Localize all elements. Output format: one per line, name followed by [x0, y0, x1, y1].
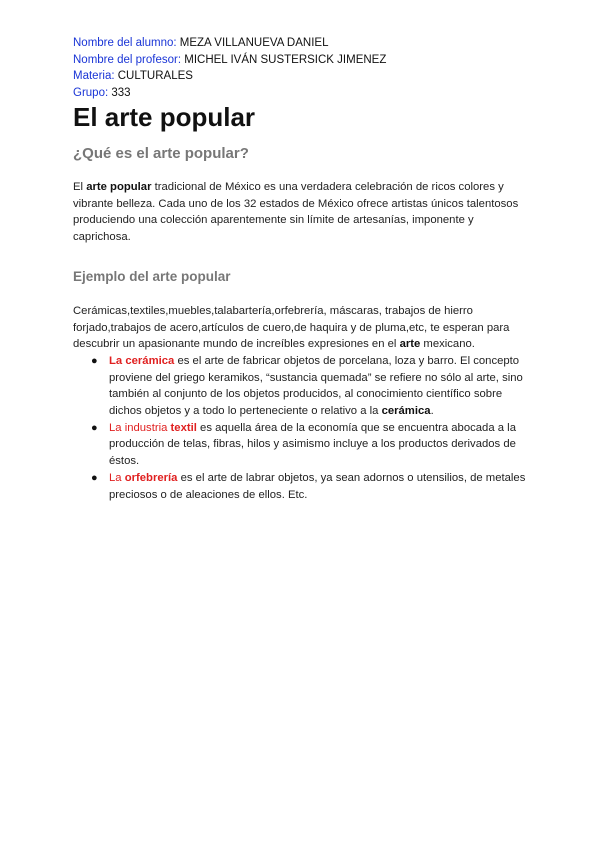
examples-end: mexicano.	[420, 338, 475, 351]
bullet-icon: ●	[91, 421, 98, 434]
ceramica-bold-end: cerámica	[381, 405, 431, 418]
document-subtitle: ¿Qué es el arte popular?	[73, 145, 249, 162]
section-heading: Ejemplo del arte popular	[73, 268, 231, 284]
group-line	[73, 85, 533, 102]
student-name: MEZA VILLANUEVA DANIEL	[179, 37, 329, 49]
document-title: El arte popular	[73, 102, 256, 132]
bullet-icon: ●	[91, 354, 98, 367]
teacher-name: MICHEL IVÁN SUSTERSICK JIMENEZ	[184, 53, 387, 66]
textil-term-b: textil	[170, 421, 197, 434]
subject-name: CULTURALES	[117, 70, 193, 82]
intro-paragraph	[73, 179, 533, 246]
document-content	[73, 35, 533, 503]
teacher-line	[73, 52, 533, 69]
intro-rest: tradicional de México es una verdadera celebración de ricos colores y vibrante belleza. Cada uno de los 32 estados de México ofrece artistas únicos talentosos produciendo una colección aparentemente sin límite de artesanías, imponente y caprichosa.	[73, 181, 519, 244]
examples-paragraph	[73, 303, 533, 353]
textil-term-a: La industria	[109, 421, 171, 434]
ceramica-text: es el arte de fabricar objetos de porcelana, loza y barro. El concepto proviene del griego keramikos, “sustancia quemada” se refiere no sólo al arte, sino también al conjunto de los objetos producidos, al conocimiento científico sobre dichos objetos y a todo lo perteneciente o relativo a la	[109, 354, 523, 418]
orfebreria-term-a: La	[109, 471, 125, 484]
intro-bold-term: arte popular	[86, 181, 152, 193]
student-line	[73, 35, 533, 52]
examples-bold-term: arte	[399, 338, 421, 351]
ceramica-end: .	[430, 405, 434, 418]
subject-line	[73, 68, 533, 85]
orfebreria-term-b: orfebrería	[124, 471, 178, 484]
subject-label: Materia:	[73, 70, 115, 82]
textil-text: es aquella área de la economía que se encuentra abocada a la producción de telas, fibras, hilos y asimismo incluye a los productos derivados de éstos.	[109, 421, 516, 468]
orfebreria-text: es el arte de labrar objetos, ya sean adornos o utensilios, de metales preciosos o de aleaciones de ellos. Etc.	[109, 471, 526, 501]
ceramica-term: La cerámica	[109, 354, 175, 367]
list-item-orfebreria	[91, 470, 533, 503]
list-item-ceramica	[91, 353, 533, 420]
group-label: Grupo:	[73, 86, 109, 99]
teacher-label: Nombre del profesor:	[73, 53, 182, 66]
intro-pre: El	[73, 181, 87, 193]
examples-text: Cerámicas,textiles,muebles,talabartería,orfebrería, máscaras, trabajos de hierro forjado,trabajos de acero,artículos de cuero,de haquira y de pluma,etc, te esperan para descubrir un apasionante mundo de increíbles expresiones en el	[73, 304, 510, 351]
examples-list	[73, 353, 533, 503]
student-label: Nombre del alumno:	[73, 37, 177, 49]
group-number: 333	[111, 86, 131, 99]
list-item-textil	[91, 420, 533, 470]
bullet-icon: ●	[91, 471, 98, 484]
